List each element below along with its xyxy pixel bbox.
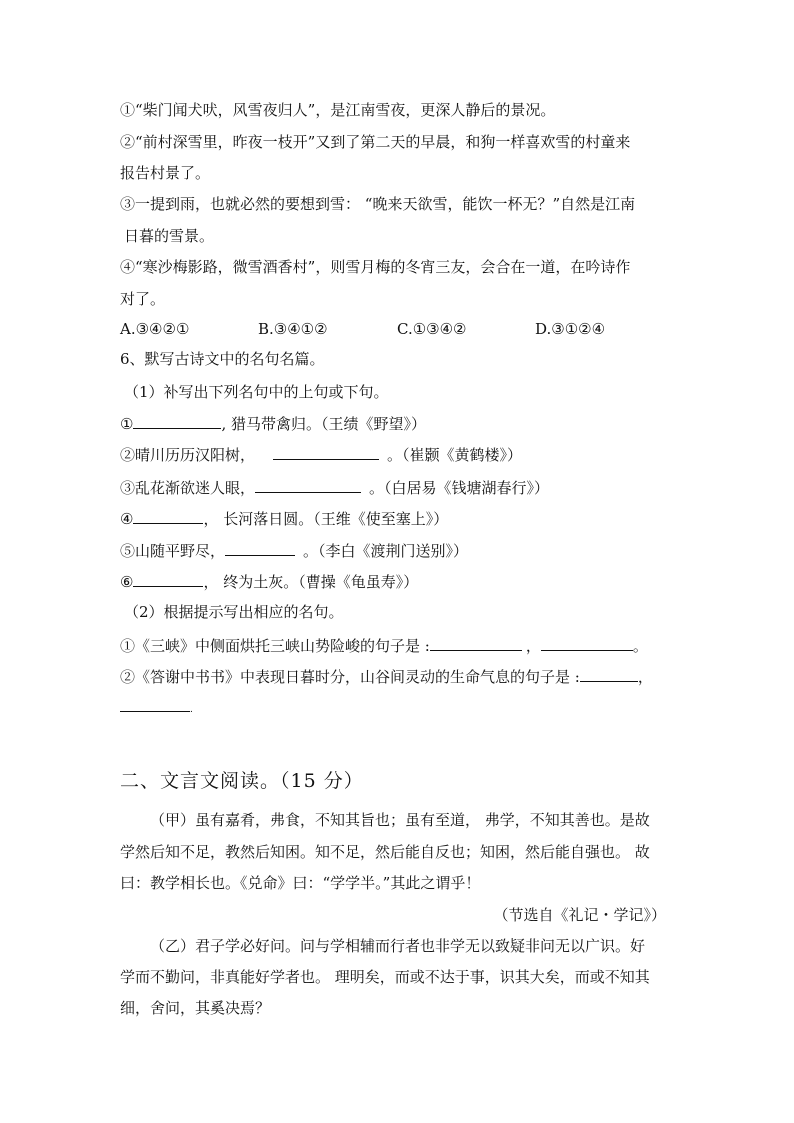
answer-blank-9[interactable] xyxy=(580,666,638,682)
q6-part2-line-2-prefix: ②《答谢中书书》中表现日暮时分，山谷间灵动的生命气息的句子是 : xyxy=(120,668,580,686)
q6-line-4-prefix: ④ xyxy=(120,510,134,528)
answer-blank-4[interactable] xyxy=(133,508,203,524)
q6-part2-line-1-prefix: ①《三峡》中侧面烘托三峡山势险峻的句子是 : xyxy=(120,637,430,655)
passage-yi-line-3: 细，舍问，其奚决焉？ xyxy=(120,999,271,1017)
q6-line-2 xyxy=(120,444,522,465)
q6-line-4 xyxy=(120,508,448,529)
q5-item-4-line-1: ④“寒沙梅影路，微雪酒香村”，则雪月梅的冬宵三友，会合在一道，在吟诗作 xyxy=(120,258,631,276)
q6-line-4-suffix: ， 长河落日圆。（王维《使至塞上》） xyxy=(203,510,449,528)
q6-part2-line-2 xyxy=(120,666,653,687)
q6-line-3-prefix: ③乱花渐欲迷人眼， xyxy=(120,479,256,497)
q5-item-3-line-2: 日暮的雪景。 xyxy=(124,227,215,245)
q6-line-6-prefix: ⑥ xyxy=(120,573,134,591)
q5-option-d[interactable]: D.③①②④ xyxy=(535,320,606,338)
passage-jia-line-1: （甲）虽有嘉肴，弗食，不知其旨也；虽有至道， 弗学，不知其善也。是故 xyxy=(150,811,650,829)
passage-jia-line-2: 学然后知不足，教然后知困。知不足，然后能自反也；知困，然后能自强也。 故 xyxy=(120,843,650,861)
q6-line-3 xyxy=(120,477,549,498)
q5-item-2-line-2: 报告村景了。 xyxy=(120,164,211,182)
answer-blank-8[interactable] xyxy=(541,635,633,651)
q5-option-b[interactable]: B.③④①② xyxy=(258,320,328,338)
q6-part2-title: （2）根据提示写出相应的名句。 xyxy=(124,603,344,621)
q6-part2-line-1-sep: ， xyxy=(525,637,541,655)
q6-part2-line-3 xyxy=(120,696,193,720)
passage-yi-line-1: （乙）君子学必好问。问与学相辅而行者也非学无以致疑非问无以广识。好 xyxy=(150,937,646,955)
q6-title: 6、默写古诗文中的名句名篇。 xyxy=(120,350,325,368)
q5-option-c[interactable]: C.①③④② xyxy=(397,320,467,338)
q6-line-6-suffix: ， 终为土灰。（曹操《龟虽寿》） xyxy=(203,573,419,591)
answer-blank-2[interactable] xyxy=(273,444,379,460)
q6-line-5-suffix: 。（李白《渡荆门送别》） xyxy=(303,542,469,560)
q6-line-5 xyxy=(120,540,468,561)
q5-item-1: ①“柴门闻犬吠，风雪夜归人”，是江南雪夜，更深人静后的景况。 xyxy=(120,101,556,119)
q6-part1-title: （1）补写出下列名句中的上句或下句。 xyxy=(124,383,389,401)
q6-line-1-suffix: , 猎马带禽归。（王绩《野望》） xyxy=(221,415,426,433)
q6-part2-line-2-sep: ， xyxy=(637,668,653,686)
answer-blank-7[interactable] xyxy=(430,635,522,651)
q6-line-2-prefix: ②晴川历历汉阳树， xyxy=(120,446,256,464)
q6-line-6 xyxy=(120,571,418,592)
passage-jia-line-3: 曰：教学相长也。《兑命》曰：“学学半。”其此之谓乎！ xyxy=(120,874,481,892)
passage-jia-source: （节选自《礼记・学记》） xyxy=(493,906,666,924)
q6-line-1-prefix: ① xyxy=(120,415,134,433)
section-heading: 二、文言文阅读。（15 分） xyxy=(120,770,364,792)
q6-line-3-suffix: 。（白居易《钱塘湖春行》） xyxy=(369,479,550,497)
q6-line-2-suffix: 。（崔颢《黄鹤楼》） xyxy=(387,446,523,464)
q6-part2-line-3-end: . xyxy=(190,705,193,715)
q6-part2-line-1 xyxy=(120,635,648,656)
answer-blank-6[interactable] xyxy=(133,571,203,587)
q6-part2-line-1-end: 。 xyxy=(632,637,648,655)
passage-yi-line-2: 学而不勤问，非真能好学者也。 理明矣，而或不达于事，识其大矣，而或不知其 xyxy=(120,968,650,986)
q5-option-a[interactable]: A.③④②① xyxy=(120,320,190,338)
q5-item-2-line-1: ②“前村深雪里，昨夜一枝开”又到了第二天的早晨，和狗一样喜欢雪的村童来 xyxy=(120,133,631,151)
answer-blank-3[interactable] xyxy=(255,477,361,493)
answer-blank-1[interactable] xyxy=(133,413,221,429)
q6-line-1 xyxy=(120,413,426,434)
answer-blank-10[interactable] xyxy=(120,696,190,712)
q5-item-4-line-2: 对了。 xyxy=(120,290,166,308)
answer-blank-5[interactable] xyxy=(225,540,295,556)
q5-item-3-line-1: ③一提到雨，也就必然的要想到雪： “晚来天欲雪，能饮一杯无？”自然是江南 xyxy=(120,195,636,213)
q6-line-5-prefix: ⑤山随平野尽， xyxy=(120,542,226,560)
